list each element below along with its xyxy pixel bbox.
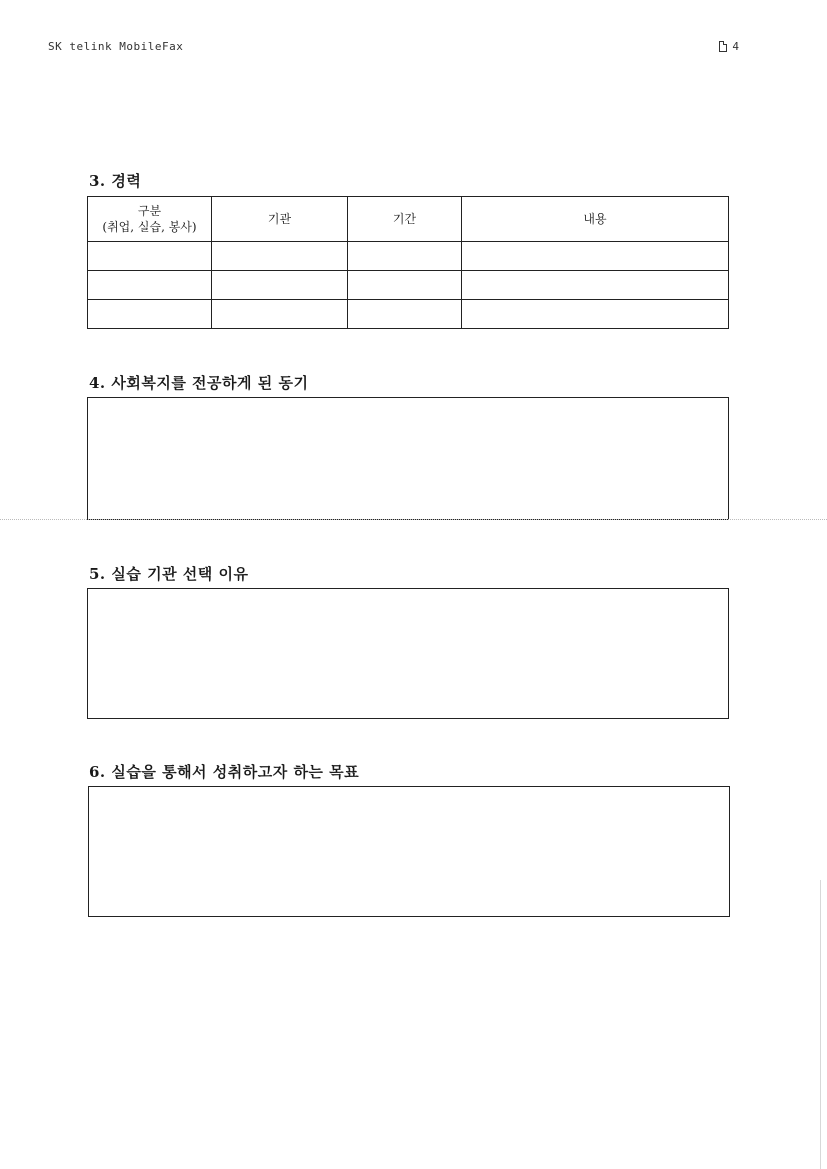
column-header-category bbox=[88, 197, 212, 242]
column-header-content: 내용 bbox=[462, 197, 729, 242]
motivation-section-title: 4. 사회복지를 전공하게 된 동기 bbox=[89, 374, 309, 392]
column-header-category-sublabel: (취업, 실습, 봉사) bbox=[102, 220, 197, 234]
table-row bbox=[88, 242, 729, 271]
career-cell-period[interactable] bbox=[348, 242, 462, 271]
fax-page-number: 4 bbox=[732, 40, 739, 53]
career-cell-period[interactable] bbox=[348, 300, 462, 329]
goal-section-title: 6. 실습을 통해서 성취하고자 하는 목표 bbox=[89, 763, 360, 781]
scan-artifact-edge bbox=[820, 880, 821, 1169]
fax-sender-header: SK telink MobileFax bbox=[48, 40, 184, 53]
table-row bbox=[88, 300, 729, 329]
goal-answer-box[interactable] bbox=[88, 786, 730, 917]
column-header-category-label: 구분 bbox=[137, 204, 162, 218]
reason-answer-box[interactable] bbox=[87, 588, 729, 719]
career-cell-institution[interactable] bbox=[212, 300, 348, 329]
scan-artifact-line bbox=[0, 519, 827, 520]
column-header-institution: 기관 bbox=[212, 197, 348, 242]
career-cell-institution[interactable] bbox=[212, 242, 348, 271]
career-cell-category[interactable] bbox=[88, 300, 212, 329]
career-table-header-row bbox=[88, 197, 729, 242]
career-cell-content[interactable] bbox=[462, 242, 729, 271]
career-cell-content[interactable] bbox=[462, 271, 729, 300]
career-cell-period[interactable] bbox=[348, 271, 462, 300]
career-cell-category[interactable] bbox=[88, 271, 212, 300]
career-cell-institution[interactable] bbox=[212, 271, 348, 300]
table-row bbox=[88, 271, 729, 300]
career-table bbox=[87, 196, 729, 329]
career-cell-content[interactable] bbox=[462, 300, 729, 329]
page-icon bbox=[719, 41, 727, 52]
motivation-answer-box[interactable] bbox=[87, 397, 729, 520]
column-header-period: 기간 bbox=[348, 197, 462, 242]
career-section-title: 3. 경력 bbox=[89, 172, 142, 190]
fax-page-indicator bbox=[719, 40, 739, 53]
career-cell-category[interactable] bbox=[88, 242, 212, 271]
reason-section-title: 5. 실습 기관 선택 이유 bbox=[89, 565, 249, 583]
